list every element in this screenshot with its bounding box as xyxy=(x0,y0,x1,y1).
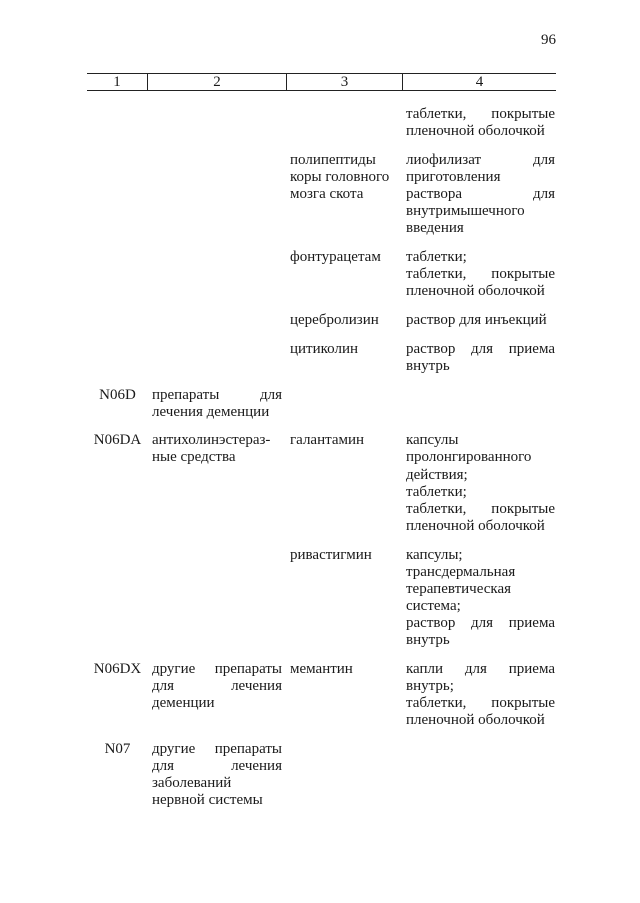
cell-paragraph xyxy=(406,432,555,483)
text-line: мемантин xyxy=(290,660,353,677)
text-line: для лечения xyxy=(152,677,282,694)
cell-paragraph xyxy=(406,501,555,535)
cell-code xyxy=(87,547,148,650)
cell-paragraph xyxy=(152,661,282,712)
cell-drug xyxy=(287,661,403,729)
text-line: пленочной оболочкой xyxy=(406,283,545,300)
text-line: N06DA xyxy=(93,432,142,449)
text-line: другие препараты xyxy=(152,660,282,677)
text-line: раствор для приема xyxy=(406,340,555,357)
text-line: церебролизин xyxy=(290,311,379,328)
cell-code xyxy=(87,249,148,300)
text-line: галантамин xyxy=(290,432,365,449)
cell-code xyxy=(87,661,148,729)
text-line: внутрь; xyxy=(406,677,454,694)
cell-paragraph xyxy=(290,547,401,564)
cell-paragraph xyxy=(406,547,555,564)
cell-drug xyxy=(287,106,403,140)
table-row xyxy=(87,106,556,140)
cell-paragraph xyxy=(87,387,148,404)
text-line: пролонгированного xyxy=(406,449,532,466)
cell-drug xyxy=(287,432,403,535)
cell-code xyxy=(87,152,148,237)
text-line: N06D xyxy=(99,386,136,403)
table-row xyxy=(87,547,556,650)
table-row xyxy=(87,387,556,421)
text-line: таблетки, покрытые xyxy=(406,694,555,711)
cell-paragraph xyxy=(87,741,148,758)
cell-paragraph xyxy=(152,432,282,466)
cell-paragraph xyxy=(87,432,148,449)
cell-forms xyxy=(403,661,556,729)
cell-forms xyxy=(403,312,556,329)
table-row xyxy=(87,661,556,729)
text-line: пленочной оболочкой xyxy=(406,712,545,729)
text-line: ривастигмин xyxy=(290,546,372,563)
text-line: внутрь xyxy=(406,357,450,374)
cell-group xyxy=(148,741,287,809)
header-cell-4: 4 xyxy=(475,74,484,90)
text-line: пленочной оболочкой xyxy=(406,123,545,140)
cell-code xyxy=(87,341,148,375)
cell-group xyxy=(148,432,287,535)
text-line: капли для приема xyxy=(406,660,555,677)
text-line: капсулы; xyxy=(406,546,463,563)
cell-drug xyxy=(287,741,403,809)
text-line: другие препараты xyxy=(152,740,282,757)
text-line: введения xyxy=(406,220,464,237)
cell-drug xyxy=(287,341,403,375)
cell-code xyxy=(87,741,148,809)
cell-group xyxy=(148,547,287,650)
cell-paragraph xyxy=(406,661,555,695)
text-line: цитиколин xyxy=(290,340,359,357)
cell-code xyxy=(87,312,148,329)
cell-paragraph xyxy=(152,741,282,809)
cell-code xyxy=(87,106,148,140)
cell-paragraph xyxy=(406,615,555,649)
text-line: приготовления xyxy=(406,168,501,185)
cell-forms xyxy=(403,432,556,535)
cell-group xyxy=(148,249,287,300)
text-line: антихолинэстераз- xyxy=(152,432,271,449)
text-line: мозга скота xyxy=(290,186,364,203)
text-line: терапевтическая xyxy=(406,580,511,597)
cell-paragraph xyxy=(87,661,148,678)
text-line: трансдермальная xyxy=(406,563,516,580)
cell-drug xyxy=(287,312,403,329)
text-line: лиофилизат для xyxy=(406,151,555,168)
text-line: N07 xyxy=(104,740,131,757)
text-line: заболеваний xyxy=(152,775,232,791)
cell-forms xyxy=(403,547,556,650)
text-line: раствор для приема xyxy=(406,614,555,631)
cell-group xyxy=(148,341,287,375)
cell-code xyxy=(87,432,148,535)
table-row xyxy=(87,341,556,375)
cell-paragraph xyxy=(406,484,555,501)
text-line: нервной системы xyxy=(152,792,263,809)
cell-group xyxy=(148,661,287,729)
cell-group xyxy=(148,387,287,421)
text-line: полипептиды xyxy=(290,151,376,168)
cell-forms xyxy=(403,341,556,375)
cell-paragraph xyxy=(290,152,401,203)
cell-paragraph xyxy=(406,106,555,140)
text-line: таблетки; xyxy=(406,483,467,500)
text-line: внутримышечного xyxy=(406,203,525,220)
text-line: раствор для инъекций xyxy=(406,311,547,328)
text-line: коры головного xyxy=(290,168,390,185)
cell-paragraph xyxy=(406,152,555,237)
text-line: для лечения xyxy=(152,757,282,774)
table-row xyxy=(87,249,556,300)
cell-group xyxy=(148,312,287,329)
cell-forms xyxy=(403,106,556,140)
cell-paragraph xyxy=(406,266,555,300)
cell-drug xyxy=(287,547,403,650)
cell-drug xyxy=(287,152,403,237)
table-header xyxy=(87,73,556,91)
text-line: таблетки, покрытые xyxy=(406,106,555,122)
page-number: 96 xyxy=(541,32,556,48)
cell-group xyxy=(148,152,287,237)
text-line: лечения деменции xyxy=(152,403,270,420)
text-line: система; xyxy=(406,597,461,614)
cell-forms xyxy=(403,152,556,237)
text-line: фонтурацетам xyxy=(290,248,381,265)
table-row xyxy=(87,741,556,809)
cell-drug xyxy=(287,249,403,300)
cell-forms xyxy=(403,249,556,300)
cell-paragraph xyxy=(290,312,401,329)
table-body xyxy=(87,106,556,821)
cell-code xyxy=(87,387,148,421)
cell-paragraph xyxy=(290,249,401,266)
text-line: деменции xyxy=(152,694,215,711)
text-line: ные средства xyxy=(152,449,236,466)
table-row xyxy=(87,152,556,237)
cell-forms xyxy=(403,741,556,809)
text-line: действия; xyxy=(406,466,468,483)
text-line: препараты для xyxy=(152,386,282,403)
text-line: таблетки; xyxy=(406,248,467,265)
text-line: внутрь xyxy=(406,632,450,649)
cell-paragraph xyxy=(406,249,555,266)
table-row xyxy=(87,432,556,535)
text-line: пленочной оболочкой xyxy=(406,517,545,534)
header-cell-2: 2 xyxy=(148,74,287,90)
header-cell-1: 1 xyxy=(87,74,148,90)
cell-paragraph xyxy=(406,695,555,729)
cell-group xyxy=(148,106,287,140)
cell-forms xyxy=(403,387,556,421)
cell-paragraph xyxy=(290,661,401,678)
cell-drug xyxy=(287,387,403,421)
text-line: таблетки, покрытые xyxy=(406,500,555,517)
cell-paragraph xyxy=(290,341,401,358)
text-line: N06DX xyxy=(93,660,142,677)
cell-paragraph xyxy=(406,312,555,329)
header-cell-3: 3 xyxy=(287,74,403,90)
text-line: раствора для xyxy=(406,186,555,203)
text-line: капсулы xyxy=(406,432,459,449)
table-row xyxy=(87,312,556,329)
cell-paragraph xyxy=(290,432,401,449)
text-line: таблетки, покрытые xyxy=(406,266,555,283)
cell-paragraph xyxy=(406,564,555,615)
cell-paragraph xyxy=(152,387,282,421)
cell-paragraph xyxy=(406,341,555,375)
